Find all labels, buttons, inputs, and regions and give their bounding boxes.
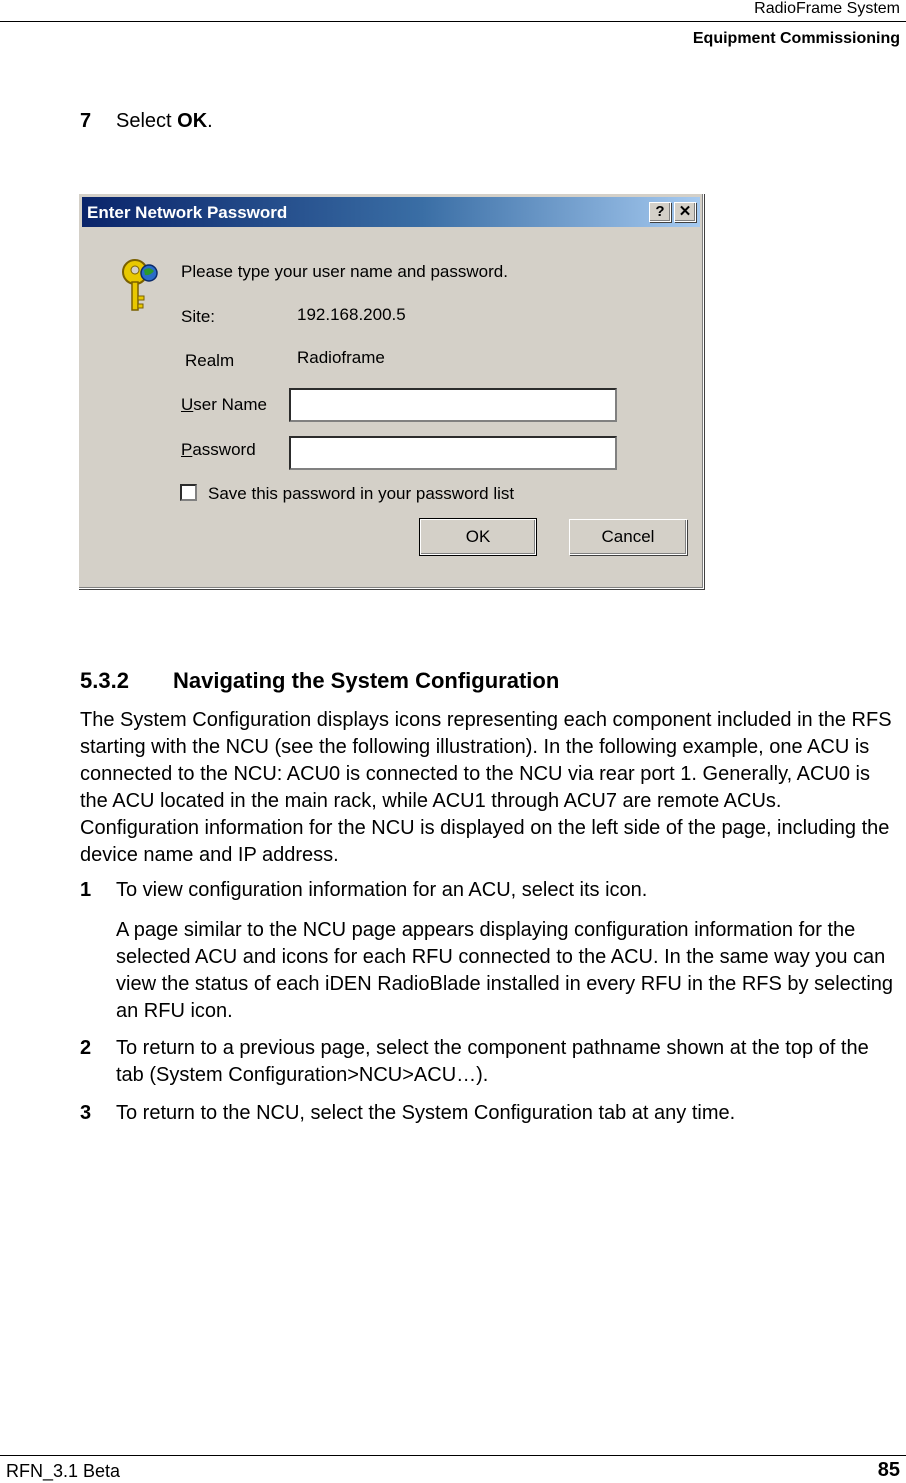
dialog-titlebar [82, 197, 700, 227]
section-paragraph: The System Configuration displays icons representing each component included in the RFS starting with the NCU (see the following illustration). In the following example, one ACU is connected to the NCU: ACU0 is connected to the NCU via rear port 1. Generally, ACU0 is the ACU located in the main rack, while ACU1 through ACU7 are remote ACUs. Configuration information for the NCU is displayed on the left side of the page, including the device name and IP address. [80, 709, 892, 866]
site-value: 192.168.200.5 [297, 305, 406, 324]
close-button[interactable]: ✕ [674, 202, 696, 222]
list-item-number: 3 [80, 1102, 92, 1124]
help-button[interactable]: ? [649, 202, 671, 222]
list-item-text: To view configuration information for an ACU, select its icon. [116, 879, 648, 901]
header-rule [0, 21, 906, 22]
keys-icon [117, 256, 169, 314]
network-password-dialog [78, 193, 704, 589]
username-input[interactable] [289, 388, 617, 422]
page-number: 85 [877, 1459, 900, 1481]
step-text: Select OK. [116, 110, 213, 132]
section-number: 5.3.2 [80, 668, 129, 693]
site-label: Site: [181, 307, 216, 326]
list-item-text: A page similar to the NCU page appears displaying configuration information for the selected ACU and icons for each RFU connected to the ACU. In the same way you can view the status of each iDEN RadioBlade installed in every RFU in the RFS by selecting an RFU icon. [116, 919, 894, 1022]
list-item-number: 1 [80, 879, 92, 901]
dialog-prompt: Please type your user name and password. [181, 262, 508, 281]
realm-label: Realm [185, 351, 235, 370]
ok-button[interactable]: OK [420, 519, 536, 555]
header-subtitle: Equipment Commissioning [692, 30, 900, 47]
section-title: Navigating the System Configuration [173, 668, 560, 693]
username-label: User Name [181, 395, 267, 414]
footer-doc-id: RFN_3.1 Beta [6, 1461, 121, 1481]
header-title: RadioFrame System [754, 0, 900, 17]
list-item-number: 2 [80, 1037, 92, 1059]
footer-rule [0, 1455, 906, 1456]
save-password-label: Save this password in your password list [208, 484, 515, 503]
realm-value: Radioframe [297, 348, 385, 367]
cancel-button[interactable]: Cancel [569, 519, 687, 555]
save-password-checkbox[interactable] [180, 484, 197, 501]
dialog-title: Enter Network Password [87, 203, 288, 222]
password-input[interactable] [289, 436, 617, 470]
step-number: 7 [80, 110, 92, 132]
password-label: Password [181, 440, 256, 459]
list-item-text: To return to the NCU, select the System Configuration tab at any time. [116, 1102, 736, 1124]
list-item-text: To return to a previous page, select the component pathname shown at the top of the tab (System Configuration>NCU>ACU…). [116, 1037, 869, 1086]
